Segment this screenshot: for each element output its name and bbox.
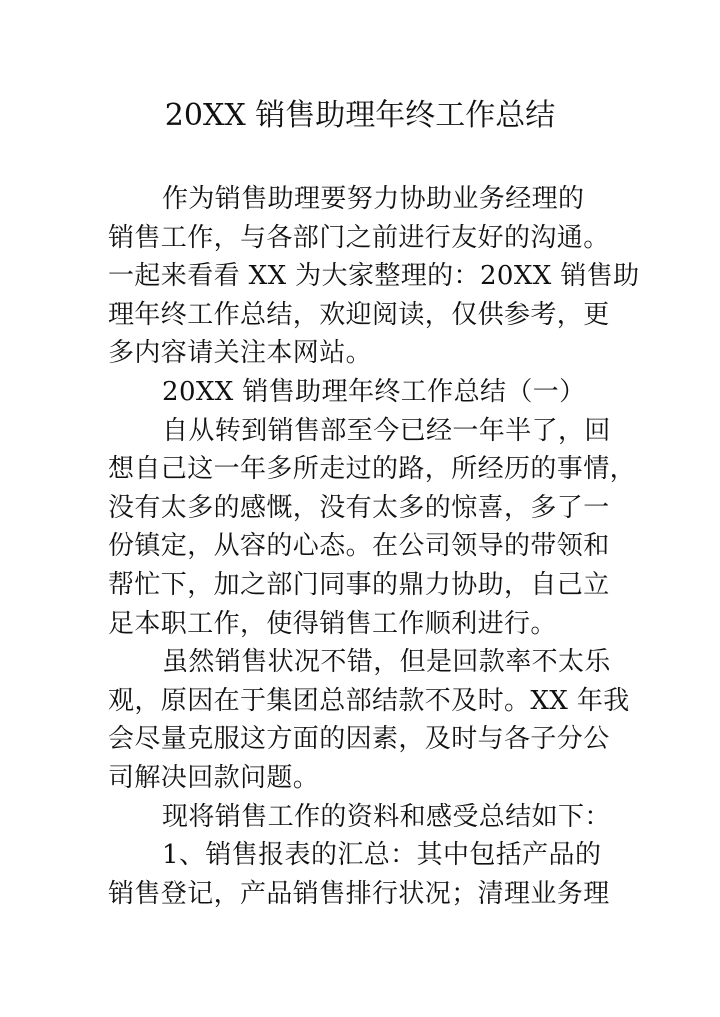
paragraph-line: 帮忙下，加之部门同事的鼎力协助，自己立: [108, 569, 610, 600]
paragraph-line: 自从转到销售部至今已经一年半了，回: [162, 415, 611, 446]
paragraph-line: 多内容请关注本网站。: [108, 338, 373, 369]
section-heading: 20XX 销售助理年终工作总结（一）: [162, 376, 586, 407]
paragraph-line: 理年终工作总结，欢迎阅读，仅供参考，更: [108, 299, 610, 330]
paragraph-line: 份镇定，从容的心态。在公司领导的带领和: [108, 531, 610, 562]
document-title: 20XX 销售助理年终工作总结: [164, 98, 556, 133]
paragraph-line: 会尽量克服这方面的因素，及时与各子分公: [108, 724, 610, 755]
paragraph-line: 没有太多的感慨，没有太多的惊喜，多了一: [108, 492, 610, 523]
paragraph-line: 现将销售工作的资料和感受总结如下：: [162, 801, 611, 832]
list-item-line: 销售登记，产品销售排行状况；清理业务理: [108, 878, 610, 909]
document-body: [108, 180, 640, 913]
paragraph-line: 销售工作，与各部门之前进行友好的沟通。: [108, 222, 610, 253]
paragraph-line: 作为销售助理要努力协助业务经理的: [162, 184, 585, 214]
paragraph-line: 一起来看看 XX 为大家整理的：20XX 销售助: [108, 261, 640, 292]
list-item-line: 1、销售报表的汇总：其中包括产品的: [162, 840, 602, 871]
paragraph-line: 想自己这一年多所走过的路，所经历的事情，: [108, 454, 637, 485]
paragraph-line: 足本职工作，使得销售工作顺利进行。: [108, 608, 557, 639]
paragraph-line: 司解决回款问题。: [108, 762, 320, 793]
paragraph-line: 观，原因在于集团总部结款不及时。XX 年我: [108, 685, 630, 716]
paragraph-line: 虽然销售状况不错，但是回款率不太乐: [162, 647, 611, 678]
